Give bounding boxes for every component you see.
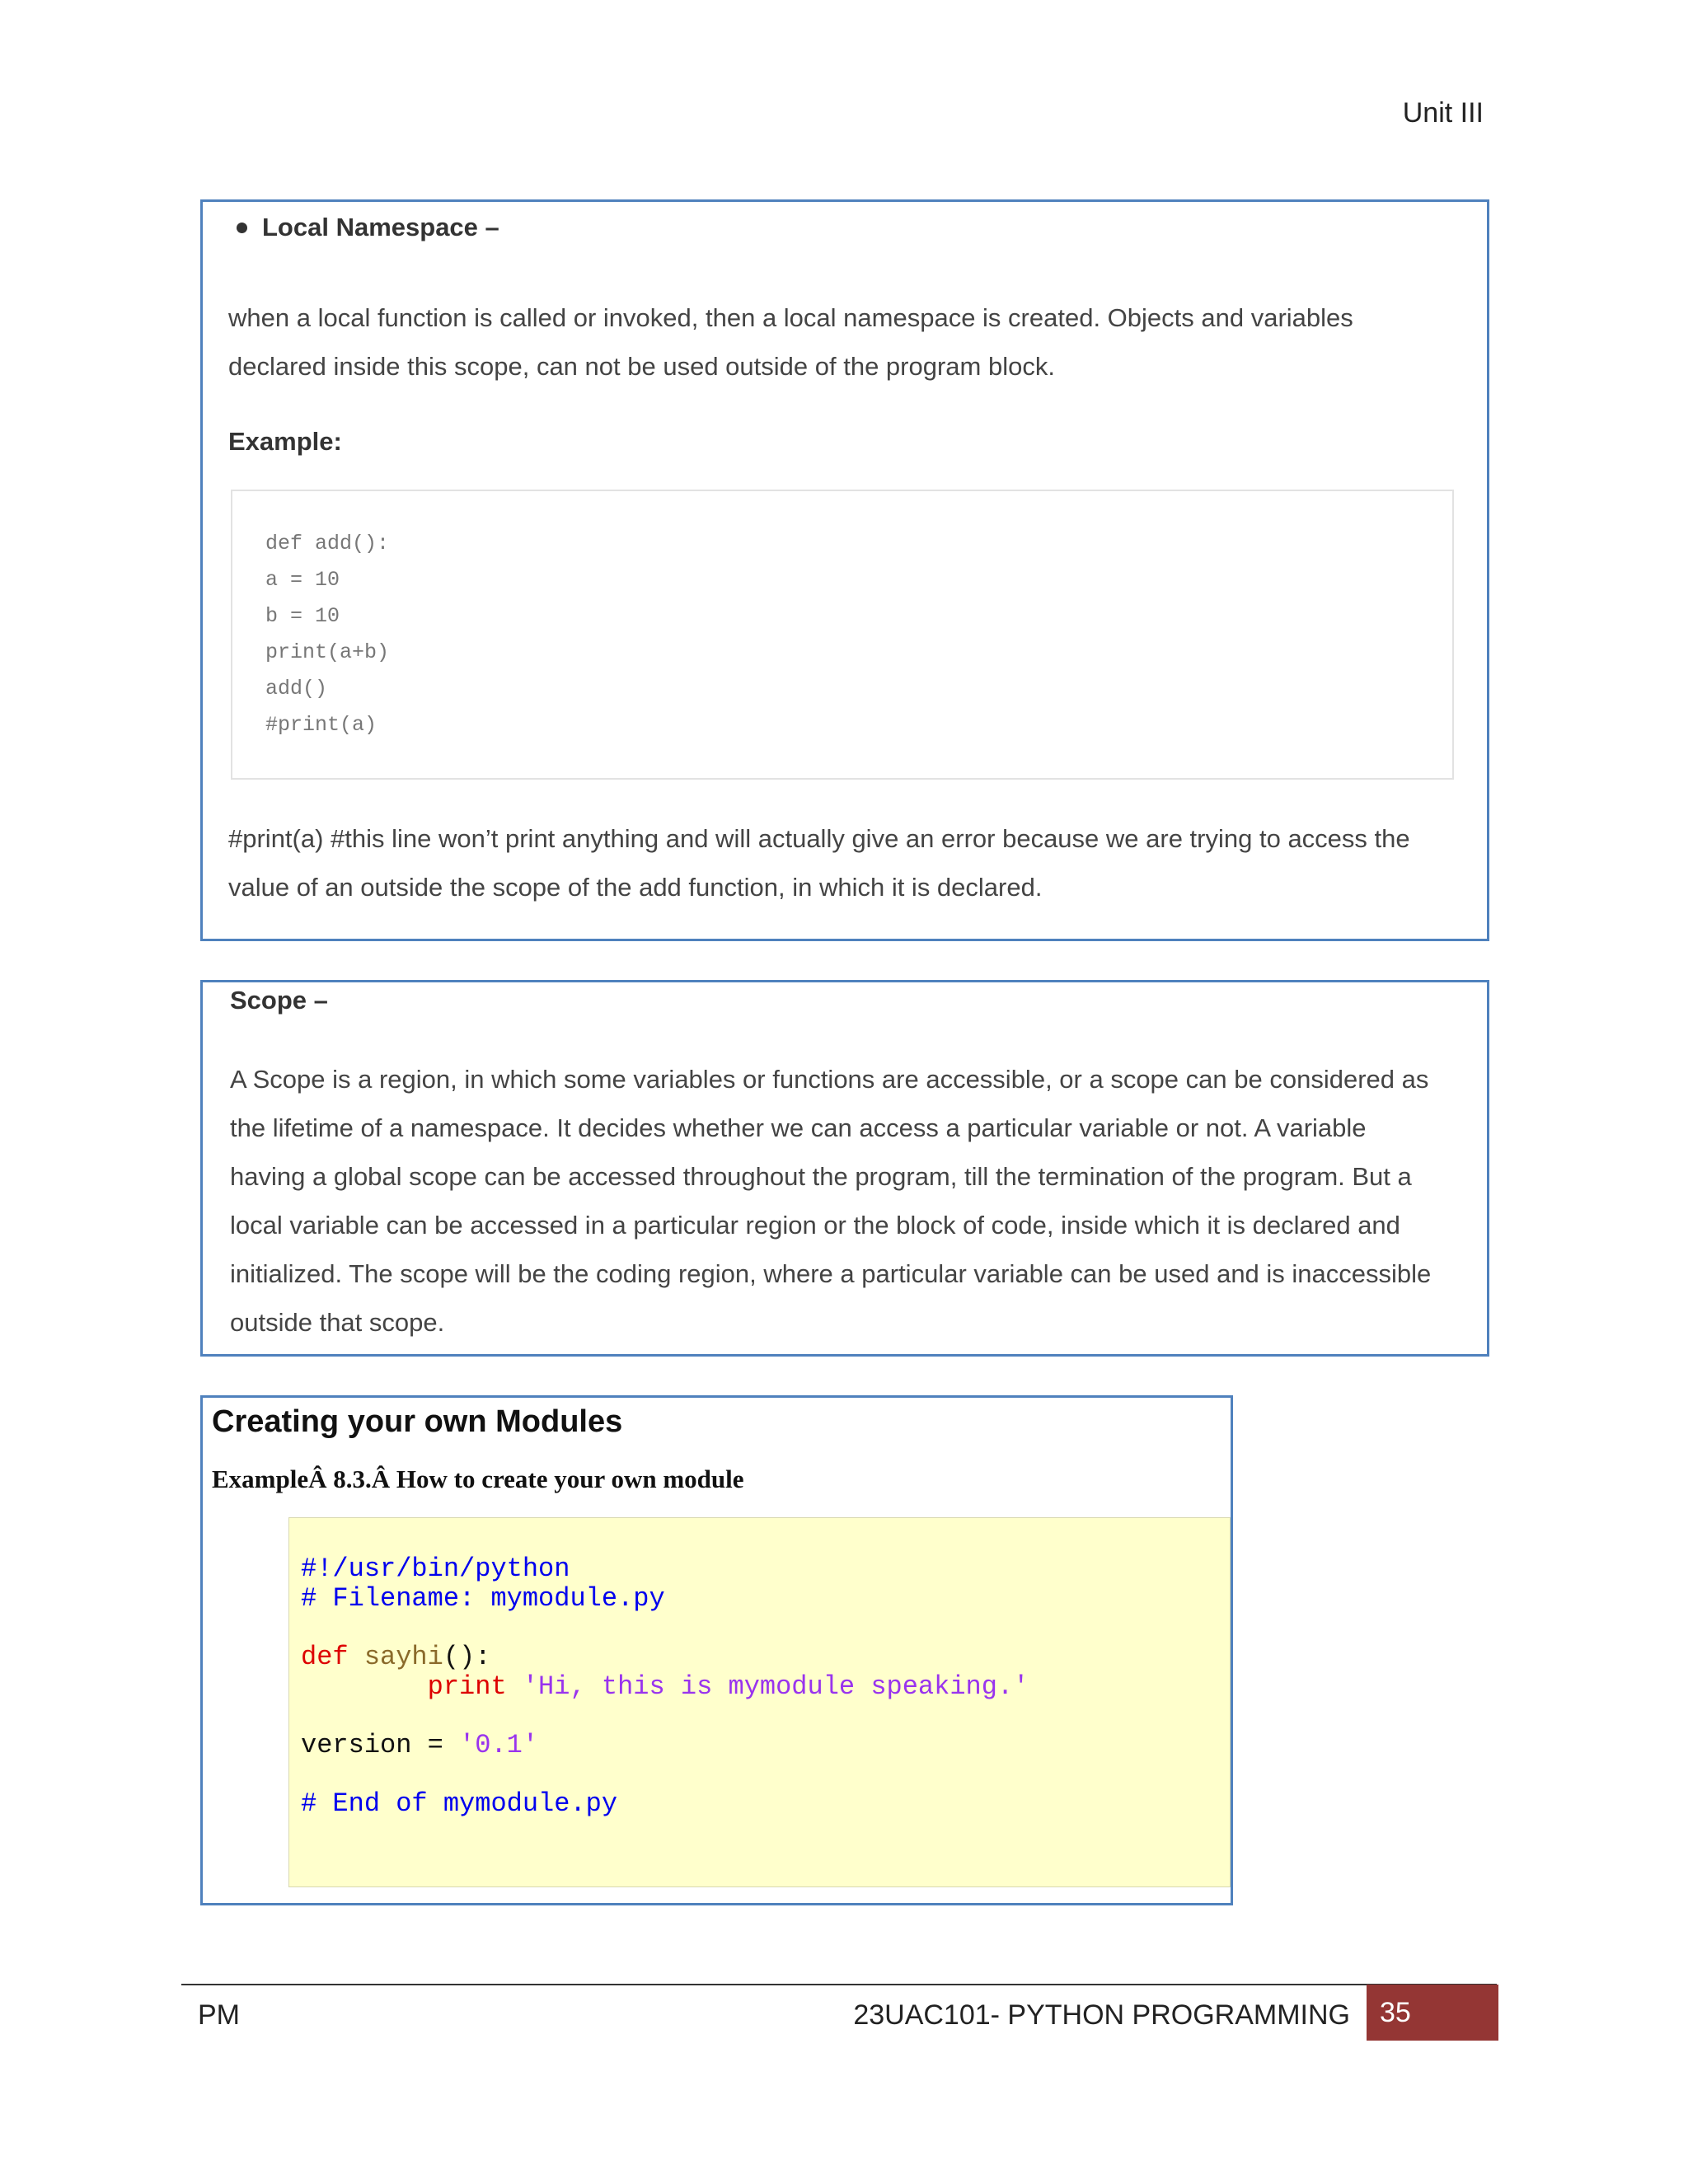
local-namespace-paragraph-line: declared inside this scope, can not be used outside of the program block.: [228, 352, 1055, 381]
code-line: [301, 1584, 665, 1614]
code-string: '0.1': [459, 1730, 539, 1760]
scope-paragraph-line: having a global scope can be accessed throughout the program, till the termination of the program. But a: [230, 1162, 1412, 1191]
code-variable: version =: [301, 1730, 460, 1760]
code-example-block: [231, 490, 1454, 780]
example-label: Example:: [228, 427, 342, 456]
local-namespace-paragraph-line: when a local function is called or invoked, then a local namespace is created. Objects and variables: [228, 303, 1353, 332]
code-line: [301, 1731, 538, 1760]
scope-paragraph-line: the lifetime of a namespace. It decides whether we can access a particular variable or not. A variable: [230, 1113, 1367, 1142]
code-line: print(a+b): [265, 640, 390, 664]
code-function-name: sayhi: [348, 1642, 443, 1672]
page-number-badge: 35: [1367, 1985, 1498, 2041]
code-comment: # Filename: mymodule.py: [301, 1583, 665, 1614]
code-line: [301, 1643, 490, 1672]
footer-divider: [181, 1984, 1497, 1985]
local-namespace-note-line: #print(a) #this line won’t print anything and will actually give an error because we are trying to access the: [228, 824, 1410, 853]
module-code-block: [288, 1517, 1231, 1887]
code-keyword: print: [427, 1671, 507, 1702]
scope-paragraph-line: initialized. The scope will be the coding region, where a particular variable can be used and is inaccessible: [230, 1259, 1432, 1288]
modules-subtitle: ExampleÂ 8.3.Â How to create your own module: [212, 1465, 744, 1493]
bullet-icon: [237, 223, 247, 233]
code-line: def add():: [265, 532, 390, 555]
scope-paragraph-line: A Scope is a region, in which some variables or functions are accessible, or a scope can be considered as: [230, 1065, 1429, 1094]
code-line: #print(a): [265, 713, 377, 737]
code-indent: [301, 1671, 428, 1702]
footer-course-title: 23UAC101- PYTHON PROGRAMMING: [853, 1999, 1350, 2031]
local-namespace-note-line: value of an outside the scope of the add function, in which it is declared.: [228, 873, 1043, 902]
header-unit-label: Unit III: [1402, 97, 1484, 129]
footer-left-label: PM: [198, 1999, 240, 2031]
code-punctuation: ():: [443, 1642, 491, 1672]
scope-paragraph-line: local variable can be accessed in a particular region or the block of code, inside which it is declared and: [230, 1211, 1400, 1240]
code-keyword: def: [301, 1642, 349, 1672]
scope-paragraph-line: outside that scope.: [230, 1308, 445, 1337]
code-line: add(): [265, 677, 328, 701]
code-line: [301, 1554, 570, 1584]
code-line: [301, 1789, 617, 1819]
code-line: [301, 1672, 1029, 1702]
code-line: a = 10: [265, 568, 340, 592]
local-namespace-heading: Local Namespace –: [262, 213, 499, 241]
code-comment: # End of mymodule.py: [301, 1788, 618, 1819]
modules-title: Creating your own Modules: [212, 1404, 623, 1439]
scope-heading: Scope –: [230, 986, 328, 1015]
code-line: b = 10: [265, 604, 340, 628]
code-string: 'Hi, this is mymodule speaking.': [506, 1671, 1029, 1702]
code-comment: #!/usr/bin/python: [301, 1554, 570, 1584]
